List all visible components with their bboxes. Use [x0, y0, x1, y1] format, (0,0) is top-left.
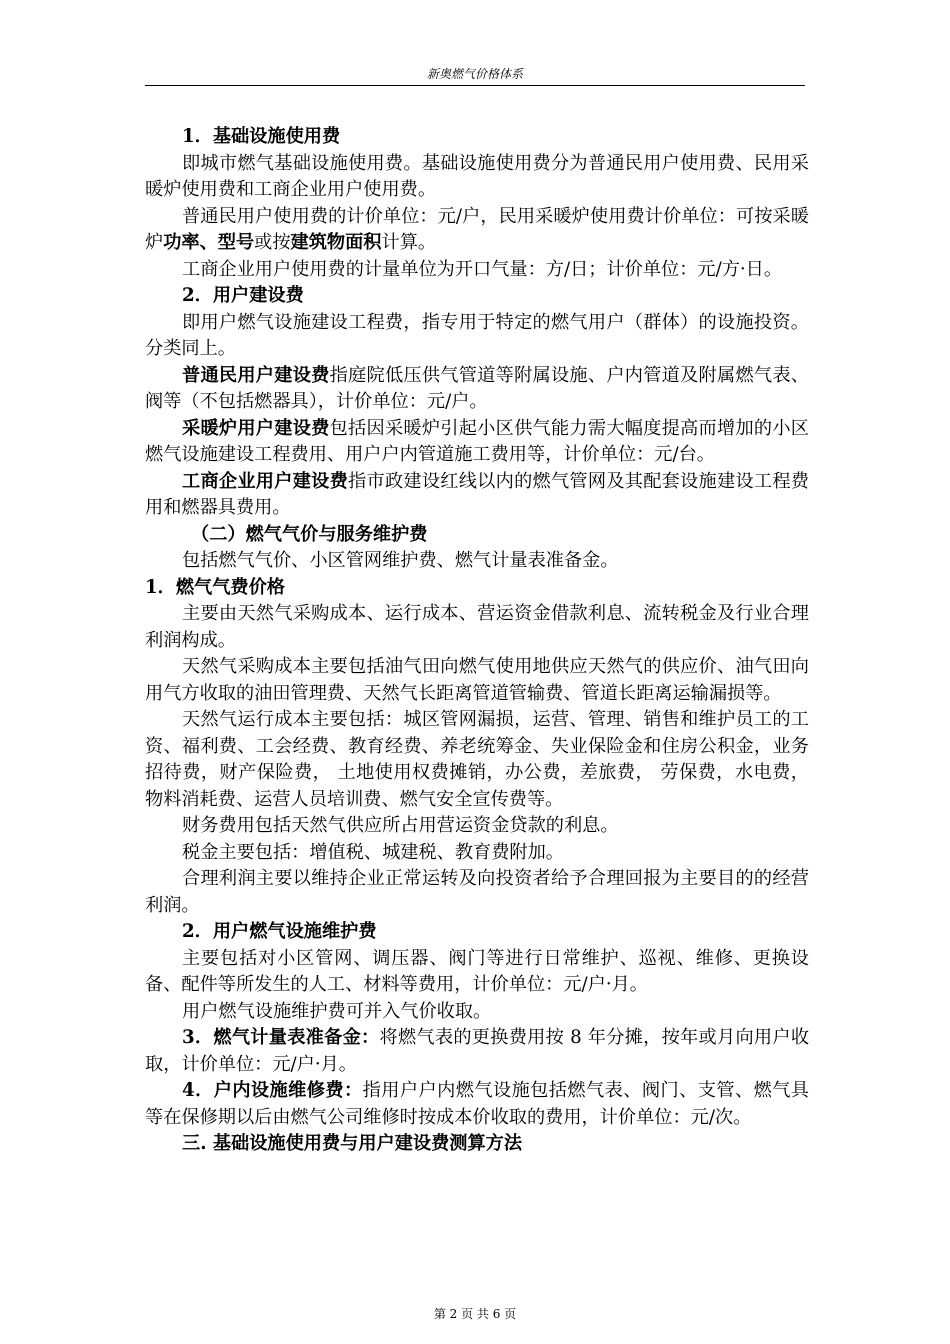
paragraph: 3．燃气计量表准备金：将燃气表的更换费用按 8 年分摊，按年或月向用户收取，计价单位：元/户·月。: [145, 1027, 810, 1075]
paragraph: 即城市燃气基础设施使用费。基础设施使用费分为普通民用户使用费、民用采暖炉使用费和工商企业用户使用费。: [145, 152, 809, 200]
section-heading-gas-price: （二）燃气气价与服务维护费: [191, 523, 428, 545]
paragraph: 工商企业用户使用费的计量单位为开口气量：方/日；计价单位：元/方·日。: [182, 258, 783, 280]
heading-gas-fee-price: 1．燃气气费价格: [145, 576, 285, 598]
paragraph: 4．户内设施维修费：指用户户内燃气设施包括燃气表、阀门、支管、燃气具等在保修期以后由燃气公司维修时按成本价收取的费用，计价单位：元/次。: [145, 1080, 809, 1128]
paragraph: 普通民用户建设费指庭院低压供气管道等附属设施、户内管道及附属燃气表、阀等（不包括燃器具），计价单位：元/户。: [145, 364, 809, 412]
paragraph: 税金主要包括：增值税、城建税、教育费附加。: [182, 841, 564, 863]
paragraph: 合理利润主要以维持企业正常运转及向投资者给予合理回报为主要目的的经营利润。: [145, 868, 809, 916]
page-header: 新奥燃气价格体系: [426, 67, 523, 81]
paragraph: 主要包括对小区管网、调压器、阀门等进行日常维护、巡视、维修、更换设备、配件等所发生的人工、材料等费用，计价单位：元/户·月。: [145, 947, 809, 995]
heading-user-construction-fee: 2．用户建设费: [182, 285, 304, 306]
paragraph: 用户燃气设施维护费可并入气价收取。: [182, 1000, 492, 1022]
paragraph: 即用户燃气设施建设工程费，指专用于特定的燃气用户（群体）的设施投资。分类同上。: [145, 311, 809, 359]
heading-infrastructure-fee: 1．基础设施使用费: [182, 126, 341, 147]
paragraph: 天然气运行成本主要包括：城区管网漏损，运营、管理、销售和维护员工的工资、福利费、工会经费、教育经费、养老统筹金、失业保险金和住房公积金，业务招待费，财产保险费， 土地使用权费摊销，办公费，差旅费， 劳保费，水电费，物料消耗费、运营人员培训费、燃气安全宣传费等。: [145, 709, 809, 810]
document-body: [145, 124, 809, 1158]
paragraph: 天然气采购成本主要包括油气田向燃气使用地供应天然气的供应价、油气田向用气方收取的油田管理费、天然气长距离管道管输费、管道长距离运输漏损等。: [145, 656, 809, 704]
paragraph: 财务费用包括天然气供应所占用营运资金贷款的利息。: [182, 815, 619, 836]
header-rule: [145, 85, 805, 86]
paragraph: 工商企业用户建设费指市政建设红线以内的燃气管网及其配套设施建设工程费用和燃器具费用。: [145, 470, 809, 518]
heading-facility-maintenance-fee: 2．用户燃气设施维护费: [182, 921, 377, 942]
paragraph: 采暖炉用户建设费包括因采暖炉引起小区供气能力需大幅度提高而增加的小区燃气设施建设工程费用、用户户内管道施工费用等，计价单位：元/台。: [145, 417, 809, 465]
paragraph: 主要由天然气采购成本、运行成本、营运资金借款利息、流转税金及行业合理利润构成。: [145, 603, 809, 651]
page-footer: 第 2 页 共 6 页: [433, 1307, 517, 1321]
paragraph: 普通民用户使用费的计价单位：元/户，民用采暖炉使用费计价单位：可按采暖炉功率、型号或按建筑物面积计算。: [145, 205, 809, 253]
paragraph: 包括燃气气价、小区管网维护费、燃气计量表准备金。: [182, 550, 619, 571]
section-heading-calculation-method: 三. 基础设施使用费与用户建设费测算方法: [182, 1133, 523, 1154]
